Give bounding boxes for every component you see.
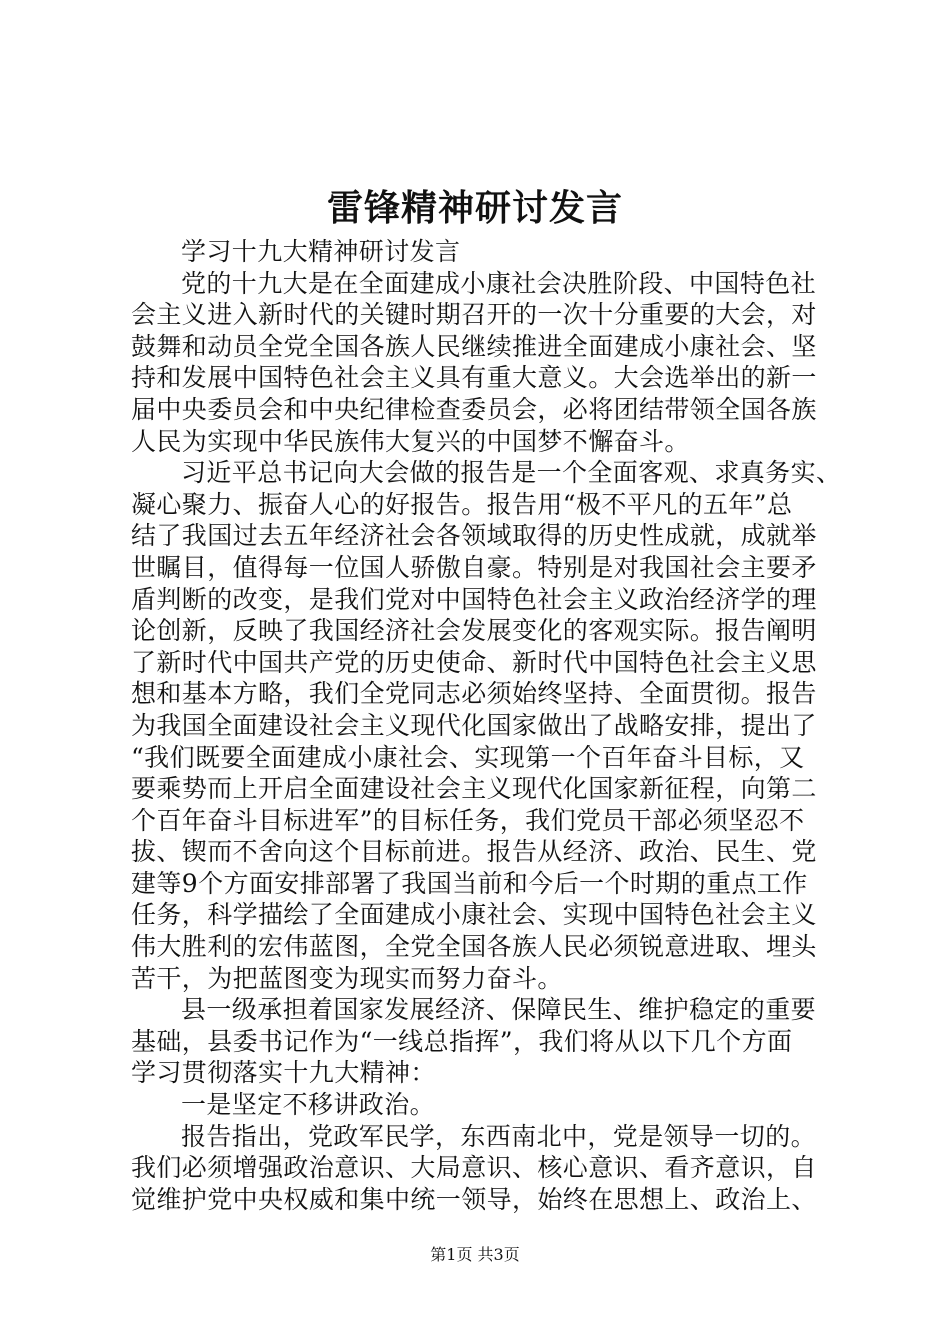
text-line: 建等9个方面安排部署了我国当前和今后一个时期的重点工作 [131,868,808,898]
text-line: 盾判断的改变，是我们党对中国特色社会主义政治经济学的理 [131,584,817,614]
text-line: 为我国全面建设社会主义现代化国家做出了战略安排，提出了 [131,710,817,740]
text-line: 会主义进入新时代的关键时期召开的一次十分重要的大会，对 [131,300,817,330]
text-line: 学习贯彻落实十九大精神： [131,1058,436,1088]
text-line: 觉维护党中央权威和集中统一领导，始终在思想上、政治上、 [131,1184,817,1214]
text-line: 结了我国过去五年经济社会各领域取得的历史性成就，成就举 [131,521,817,551]
text-line: 苦干，为把蓝图变为现实而努力奋斗。 [131,963,563,993]
text-line: 党的十九大是在全面建成小康社会决胜阶段、中国特色社 [181,268,817,298]
text-line: 拔、锲而不舍向这个目标前进。报告从经济、政治、民生、党 [131,837,817,867]
text-line: 学习十九大精神研讨发言 [181,237,461,266]
text-line: 基础，县委书记作为“一线总指挥”，我们将从以下几个方面 [131,1026,793,1056]
page-footer: 第1页 共3页 [430,1245,520,1264]
text-line: 习近平总书记向大会做的报告是一个全面客观、求真务实、 [181,458,842,488]
text-line: 县一级承担着国家发展经济、保障民生、维护稳定的重要 [181,995,817,1025]
text-line: 世瞩目，值得每一位国人骄傲自豪。特别是对我国社会主要矛 [131,552,817,582]
text-line: 论创新，反映了我国经济社会发展变化的客观实际。报告阐明 [131,616,817,646]
text-line: 报告指出，党政军民学，东西南北中，党是领导一切的。 [181,1121,817,1151]
document-title: 雷锋精神研讨发言 [326,187,623,229]
text-line: 鼓舞和动员全党全国各族人民继续推进全面建成小康社会、坚 [131,331,817,361]
text-line: 持和发展中国特色社会主义具有重大意义。大会选举出的新一 [131,363,817,393]
text-line: “我们既要全面建成小康社会、实现第一个百年奋斗目标，又 [131,742,805,772]
text-line: 任务，科学描绘了全面建成小康社会、实现中国特色社会主义 [131,900,817,930]
text-line: 伟大胜利的宏伟蓝图，全党全国各族人民必须锐意进取、埋头 [131,932,817,962]
document-body [131,236,842,1215]
text-line: 想和基本方略，我们全党同志必须始终坚持、全面贯彻。报告 [131,679,817,709]
text-line: 了新时代中国共产党的历史使命、新时代中国特色社会主义思 [131,647,817,677]
text-line: 届中央委员会和中央纪律检查委员会，必将团结带领全国各族 [131,394,817,424]
text-line: 要乘势而上开启全面建设社会主义现代化国家新征程，向第二 [131,774,817,804]
text-line: 人民为实现中华民族伟大复兴的中国梦不懈奋斗。 [131,426,690,456]
text-line: 一是坚定不移讲政治。 [181,1090,436,1120]
text-line: 个百年奋斗目标进军”的目标任务，我们党员干部必须坚忍不 [131,805,805,835]
text-line: 我们必须增强政治意识、大局意识、核心意识、看齐意识，自 [131,1153,817,1183]
text-line: 凝心聚力、振奋人心的好报告。报告用“极不平凡的五年”总 [131,489,793,519]
